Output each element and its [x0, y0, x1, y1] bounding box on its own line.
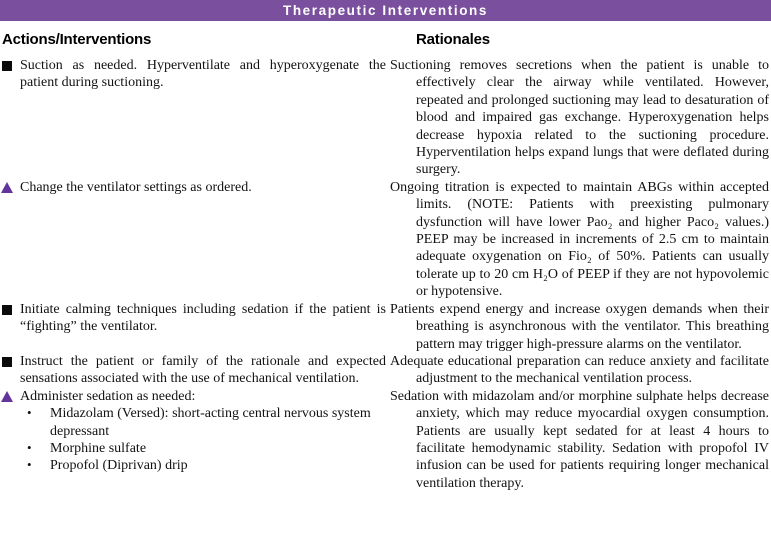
rationale-item — [390, 301, 769, 353]
actions-column-header: Actions/Interventions — [2, 31, 152, 48]
list-item — [25, 457, 386, 474]
section-title-bar — [0, 0, 771, 21]
dot-bullet-icon — [27, 456, 32, 473]
rationale-item — [390, 388, 769, 492]
square-bullet-icon — [2, 305, 12, 315]
column-headers — [0, 21, 771, 57]
action-text: Initiate calming techniques including sedation if the patient is “fighting” the ventilator. — [20, 301, 386, 335]
action-text: Suction as needed. Hyperventilate and hyperoxygenate the patient during suctioning. — [20, 58, 386, 91]
action-item — [2, 353, 386, 388]
action-text: Administer sedation as needed: — [20, 388, 196, 404]
square-bullet-icon — [2, 357, 12, 367]
list-item-text: Morphine sulfate — [50, 440, 147, 456]
action-item — [2, 57, 386, 179]
action-item — [2, 301, 386, 353]
dot-bullet-icon — [27, 404, 32, 421]
action-item — [2, 179, 386, 301]
list-item — [25, 440, 386, 457]
rationale-text: Ongoing titration is expected to maintain ABGs within accepted limits. (NOTE: Patients with preexisting pulmonary dysfunction will have lower Pao₂ and higher Paco₂ values.) PEEP may be increased in increments of 2.5 cm to maintain adequate oxygenation on Fio₂ of 50%. Patients can usually tolerate up to 20 cm H₂O of PEEP if they are not hypovolemic or hypotensive. — [390, 179, 769, 300]
action-text: Change the ventilator settings as ordered. — [20, 179, 252, 195]
rationale-text: Patients expend energy and increase oxygen demands when their breathing is asynchronous with the ventilator. This breathing pattern may trigger high-pressure alarms on the ventilator. — [390, 301, 769, 352]
action-item — [2, 388, 386, 492]
action-text: Instruct the patient or family of the rationale and expected sensations associated with the use of mechanical ventilation. — [20, 353, 386, 387]
triangle-bullet-icon — [1, 391, 13, 402]
list-item-text: Propofol (Diprivan) drip — [50, 458, 188, 474]
rationale-item — [390, 353, 769, 388]
rationale-item — [390, 57, 769, 179]
dot-bullet-icon — [27, 439, 32, 456]
rationale-text: Adequate educational preparation can reduce anxiety and facilitate adjustment to the mechanical ventilation process. — [390, 353, 769, 387]
rationale-text: Sedation with midazolam and/or morphine sulphate helps decrease anxiety, which may reduce myocardial oxygen consumption. Patients are usually kept sedated for at least 4 hours to facilitate hemodynamic stability. Sedation with propofol IV infusion can be used for patients requiring longer mechanical ventilation therapy. — [390, 388, 769, 491]
sedation-drug-list — [20, 405, 386, 475]
list-item — [25, 405, 386, 440]
rationale-item — [390, 179, 769, 301]
triangle-bullet-icon — [1, 182, 13, 193]
list-item-text: Midazolam (Versed): short-acting central nervous system depressant — [50, 406, 371, 439]
interventions-table — [0, 57, 771, 492]
square-bullet-icon — [2, 61, 12, 71]
section-title: Therapeutic Interventions — [282, 3, 489, 19]
rationale-text: Suctioning removes secretions when the patient is unable to effectively clear the airway while ventilated. However, repeated and prolonged suctioning may lead to desaturation of blood and impaired gas exchange. Hyperoxygenation helps decrease hypoxia related to the suctioning procedure. Hyperventilation helps expand lungs that were deflated during surgery. — [390, 58, 769, 178]
rationales-column-header: Rationales — [416, 31, 490, 48]
